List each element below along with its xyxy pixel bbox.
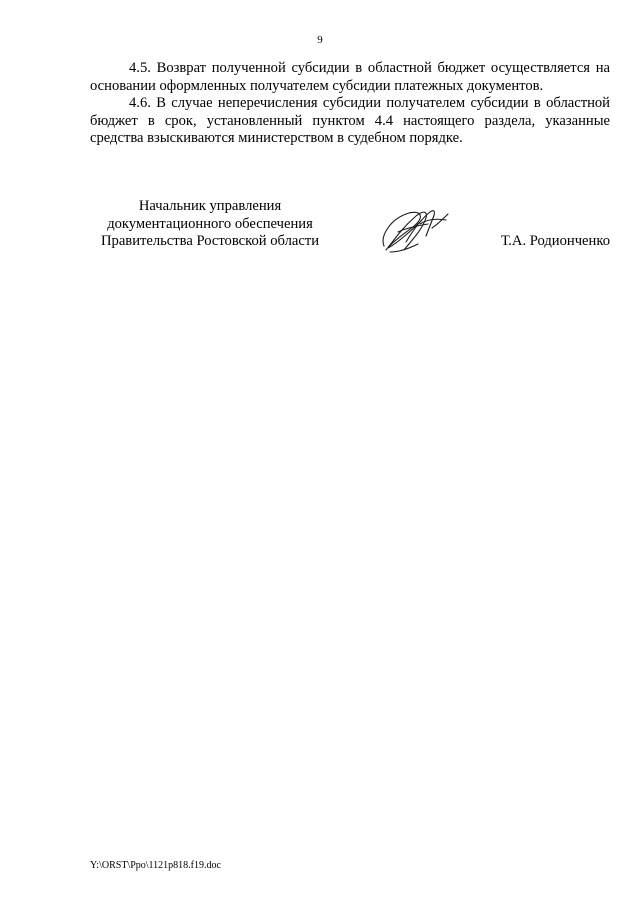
paragraph-4-5: 4.5. Возврат полученной субсидии в областной бюджет осуществляется на основании оформленных получателем субсидии платежных документов. [90, 60, 610, 94]
signer-position [90, 198, 330, 251]
position-line: Правительства Ростовской области [100, 233, 320, 249]
position-line: документационного обеспечения [107, 215, 313, 232]
footer-file-path: Y:\ORST\Ppo\1121p818.f19.doc [90, 860, 221, 871]
paragraph-4-6: 4.6. В случае неперечисления субсидии получателем субсидии в областной бюджет в срок, установленный пунктом 4.4 настоящего раздела, указанные средства взыскиваются министерством в судебном порядке. [90, 95, 610, 146]
page-number: 9 [317, 34, 323, 46]
handwritten-signature-icon [376, 202, 456, 258]
position-line: Начальник управления [138, 198, 282, 214]
signature-block [90, 198, 610, 258]
document-body [90, 60, 610, 148]
signer-name: Т.А. Родионченко [500, 233, 610, 249]
